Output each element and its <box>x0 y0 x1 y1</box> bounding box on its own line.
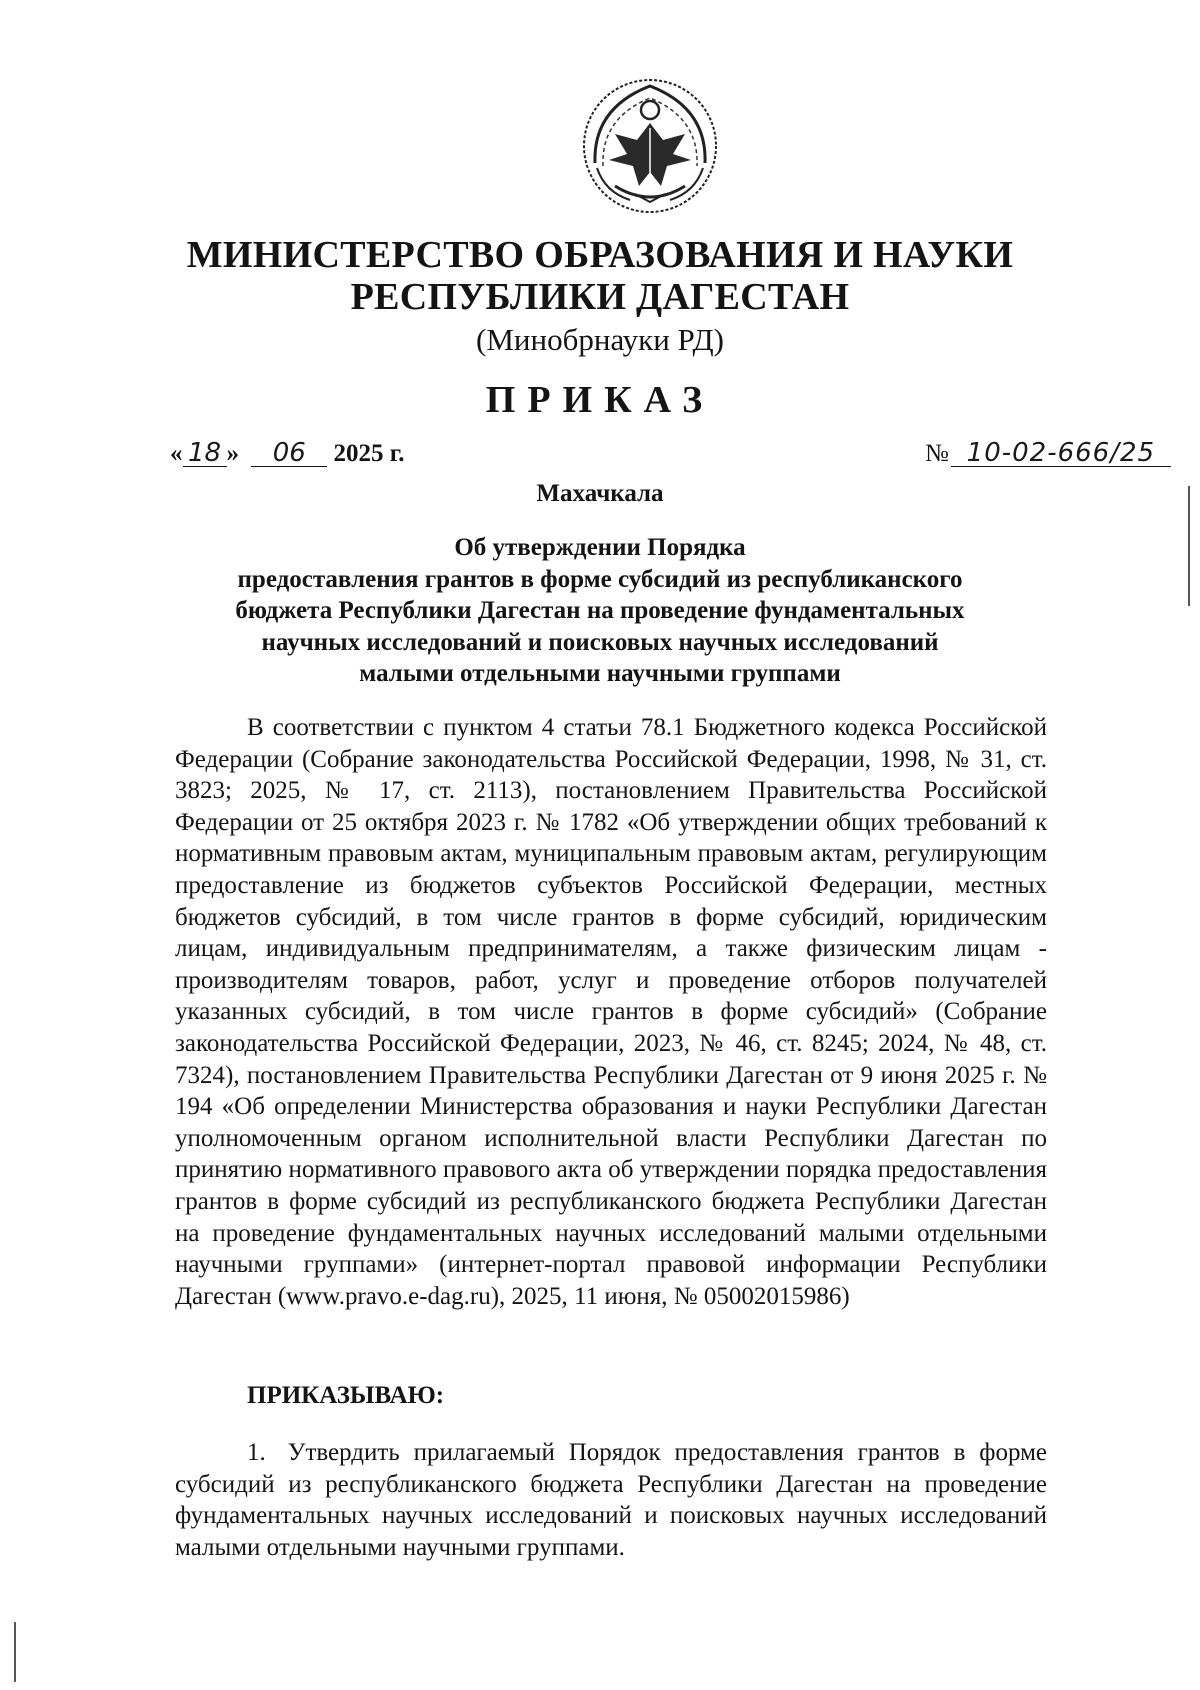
title-line-2: предоставления грантов в форме субсидий из республиканского <box>237 565 963 593</box>
ministry-name-line-1: МИНИСТЕРСТВО ОБРАЗОВАНИЯ И НАУКИ <box>186 234 1014 276</box>
document-type-heading: ПРИКАЗ <box>485 379 715 421</box>
order-item-text: Утвердить прилагаемый Порядок предоставления грантов в форме субсидий из республиканского бюджета Республики Дагестан на проведение фундаментальных научных исследований и поисковых научных исследований малыми отдельными научными группами. <box>175 1439 1047 1561</box>
ministry-abbreviation: (Минобрнауки РД) <box>476 322 724 357</box>
scan-edge-mark <box>14 1622 16 1682</box>
ministry-name-line-2: РЕСПУБЛИКИ ДАГЕСТАН <box>350 276 850 318</box>
order-date <box>170 440 405 468</box>
city-name: Махачкала <box>536 480 664 507</box>
date-quote-close: » <box>226 440 239 467</box>
scan-edge-mark <box>1188 486 1190 606</box>
title-line-1: Об утверждении Порядка <box>454 534 746 561</box>
order-heading: ПРИКАЗЫВАЮ: <box>247 1382 445 1409</box>
order-title <box>175 532 1025 690</box>
coat-of-arms-emblem <box>575 68 725 218</box>
order-item-number: 1. <box>247 1439 266 1466</box>
order-number-handwritten: 10-02-666/25 <box>951 440 1171 467</box>
preamble-paragraph: В соответствии с пунктом 4 статьи 78.1 Бюджетного кодекса Российской Федерации (Собрание законодательства Российской Федерации, 1998, № 31, ст. 3823; 2025, № 17, ст. 2113), постановлением Правительства Российской Федерации от 25 октября 2023 г. № 1782 «Об утверждении общих требований к нормативным правовым актам, муниципальным правовым актам, регулирующим предоставление из бюджетов субъектов Российской Федерации, местных бюджетов субсидий, в том числе грантов в форме субсидий, юридическим лицам, индивидуальным предпринимателям, а также физическим лицам - производителям товаров, работ, услуг и проведение отборов получателей указанных субсидий, в том числе грантов в форме субсидий» (Собрание законодательства Российской Федерации, 2023, № 46, ст. 8245; 2024, № 48, ст. 7324), постановлением Правительства Республики Дагестан от 9 июня 2025 г. № 194 «Об определении Министерства образования и науки Республики Дагестан уполномоченным органом исполнительной власти Республики Дагестан по принятию нормативного правового акта об утверждении порядка предоставления грантов в форме субсидий из республиканского бюджета Республики Дагестан на проведение фундаментальных научных исследований малыми отдельными научными группами» (интернет-портал правовой информации Республики Дагестан (www.pravo.e-dag.ru), 2025, 11 июня, № 05002015986) <box>175 714 1047 1310</box>
order-number <box>925 440 1171 468</box>
title-line-5: малыми отдельными научными группами <box>359 660 841 687</box>
number-prefix: № <box>925 440 949 467</box>
date-month-handwritten: 06 <box>251 440 327 467</box>
date-day-handwritten: 18 <box>183 440 227 467</box>
title-line-4: научных исследований и поисковых научных исследований <box>261 628 939 656</box>
date-quote-open: « <box>170 440 183 467</box>
date-year: 2025 г. <box>333 440 405 467</box>
title-line-3: бюджета Республики Дагестан на проведение фундаментальных <box>235 597 965 624</box>
order-item-1 <box>175 1437 1047 1563</box>
